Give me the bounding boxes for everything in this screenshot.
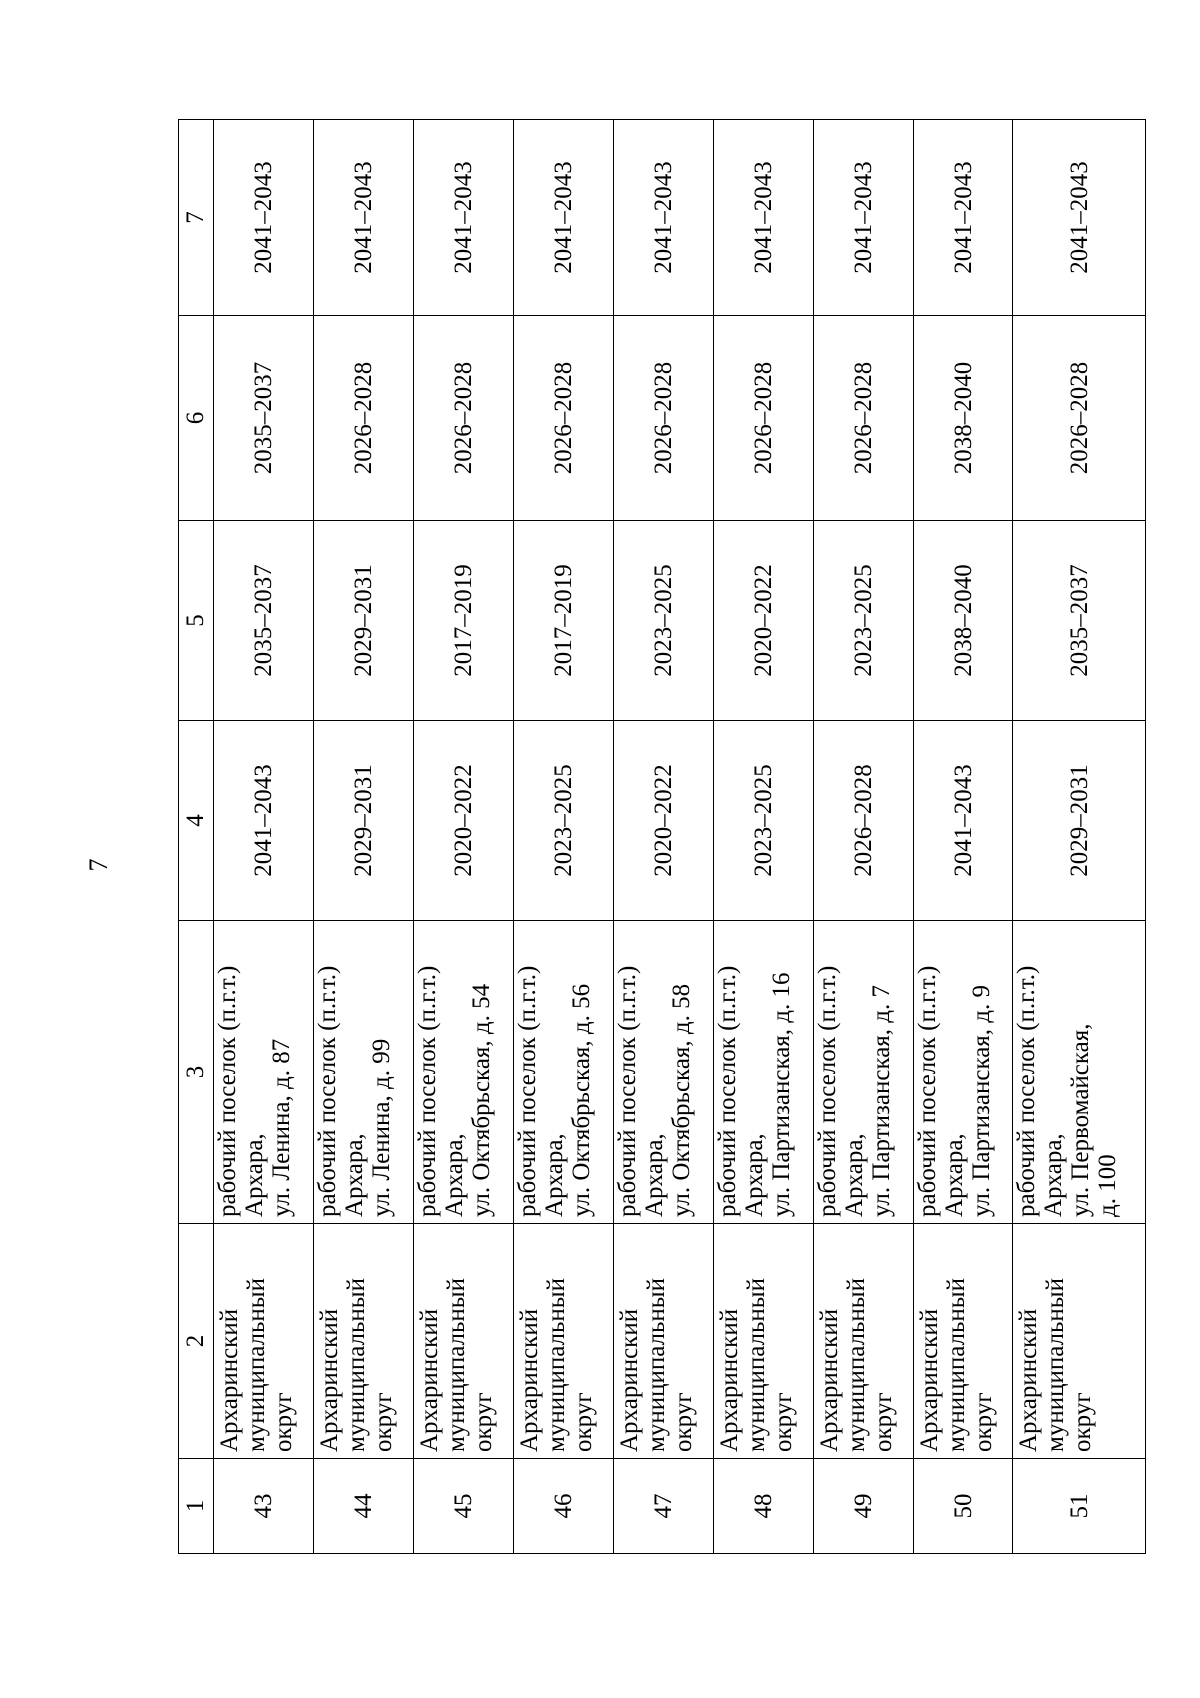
header-cell-4: 4 [179,721,214,921]
address-cell [213,921,313,1224]
row-number-cell: 49 [813,1459,913,1554]
table-row [913,120,1013,1554]
period-cell-4: 2023–2025 [513,721,613,921]
district-line: муниципальный [442,1278,470,1452]
district-cell [913,1224,1013,1459]
address-line: Архара, [640,1133,668,1217]
header-cell-6: 6 [179,316,214,521]
district-cell [813,1224,913,1459]
address-line: рабочий поселок (п.г.т.) [1013,965,1041,1217]
district-line: округ [1069,1392,1097,1452]
address-cell [513,921,613,1224]
district-line: муниципальный [642,1278,670,1452]
period-cell-4: 2020–2022 [413,721,513,921]
address-line: ул. Партизанская, д. 9 [967,984,995,1217]
district-cell [1013,1224,1146,1459]
district-line: Архаринский [815,1308,843,1452]
district-line: муниципальный [242,1278,270,1452]
row-number-cell: 51 [1013,1459,1146,1554]
row-number-cell: 47 [613,1459,713,1554]
district-cell [613,1224,713,1459]
period-cell-7: 2041–2043 [913,120,1013,316]
address-line: ул. Первомайская, [1067,1023,1095,1217]
address-line: Архара, [940,1133,968,1217]
period-cell-6: 2035–2037 [213,316,313,521]
table-container [178,120,1146,1554]
district-line: муниципальный [342,1278,370,1452]
district-line: Архаринский [415,1308,443,1452]
address-line: д. 100 [1094,1154,1122,1217]
period-cell-6: 2026–2028 [713,316,813,521]
address-line: рабочий поселок (п.г.т.) [813,965,841,1217]
address-cell [813,921,913,1224]
address-cell [1013,921,1146,1224]
address-line: ул. Октябрьская, д. 54 [467,983,495,1217]
period-cell-5: 2017–2019 [513,521,613,721]
district-line: округ [769,1392,797,1452]
address-line: Архара, [1040,1133,1068,1217]
address-line: ул. Октябрьская, д. 56 [567,983,595,1217]
table-row [513,120,613,1554]
period-cell-6: 2026–2028 [313,316,413,521]
row-number-cell: 44 [313,1459,413,1554]
address-line: рабочий поселок (п.г.т.) [513,965,541,1217]
address-cell [713,921,813,1224]
period-cell-4: 2020–2022 [613,721,713,921]
district-line: муниципальный [542,1278,570,1452]
row-number-cell: 45 [413,1459,513,1554]
district-line: Архаринский [515,1308,543,1452]
address-line: Архара, [740,1133,768,1217]
table-row [213,120,313,1554]
period-cell-7: 2041–2043 [713,120,813,316]
address-line: рабочий поселок (п.г.т.) [713,965,741,1217]
address-line: рабочий поселок (п.г.т.) [413,965,441,1217]
period-cell-5: 2035–2037 [1013,521,1146,721]
period-cell-4: 2029–2031 [1013,721,1146,921]
row-number-cell: 50 [913,1459,1013,1554]
address-line: Архара, [440,1133,468,1217]
schedule-table [178,119,1146,1554]
district-line: муниципальный [1042,1278,1070,1452]
table-row [1013,120,1146,1554]
period-cell-5: 2029–2031 [313,521,413,721]
district-line: Архаринский [915,1308,943,1452]
address-cell [413,921,513,1224]
period-cell-6: 2026–2028 [413,316,513,521]
period-cell-5: 2023–2025 [613,521,713,721]
period-cell-7: 2041–2043 [213,120,313,316]
header-cell-5: 5 [179,521,214,721]
period-cell-7: 2041–2043 [413,120,513,316]
address-cell [913,921,1013,1224]
table-row [313,120,413,1554]
table-row [713,120,813,1554]
address-line: Архара, [840,1133,868,1217]
district-cell [313,1224,413,1459]
row-number-cell: 43 [213,1459,313,1554]
district-line: муниципальный [842,1278,870,1452]
address-line: рабочий поселок (п.г.т.) [613,965,641,1217]
period-cell-5: 2038–2040 [913,521,1013,721]
address-line: ул. Партизанская, д. 16 [767,972,795,1217]
address-line: ул. Ленина, д. 87 [267,1038,295,1217]
address-line: Архара, [340,1133,368,1217]
district-line: округ [369,1392,397,1452]
period-cell-5: 2017–2019 [413,521,513,721]
district-cell [713,1224,813,1459]
period-cell-4: 2026–2028 [813,721,913,921]
district-line: округ [569,1392,597,1452]
district-line: муниципальный [742,1278,770,1452]
header-cell-1: 1 [179,1459,214,1554]
district-line: округ [669,1392,697,1452]
address-line: ул. Партизанская, д. 7 [867,984,895,1217]
header-cell-3: 3 [179,921,214,1224]
table-row [613,120,713,1554]
period-cell-4: 2041–2043 [213,721,313,921]
period-cell-5: 2035–2037 [213,521,313,721]
row-number-cell: 46 [513,1459,613,1554]
period-cell-7: 2041–2043 [1013,120,1146,316]
page-number: 7 [84,858,113,872]
table-row [813,120,913,1554]
period-cell-5: 2023–2025 [813,521,913,721]
table-row [413,120,513,1554]
header-cell-7: 7 [179,120,214,316]
address-line: ул. Октябрьская, д. 58 [667,983,695,1217]
district-line: муниципальный [942,1278,970,1452]
header-cell-2: 2 [179,1224,214,1459]
period-cell-6: 2038–2040 [913,316,1013,521]
header-row [179,120,214,1554]
district-line: округ [869,1392,897,1452]
period-cell-6: 2026–2028 [813,316,913,521]
address-line: ул. Ленина, д. 99 [367,1038,395,1217]
period-cell-7: 2041–2043 [513,120,613,316]
district-line: Архаринский [315,1308,343,1452]
district-cell [513,1224,613,1459]
district-cell [213,1224,313,1459]
address-line: рабочий поселок (п.г.т.) [913,965,941,1217]
district-line: округ [969,1392,997,1452]
district-line: Архаринский [1015,1308,1043,1452]
address-cell [313,921,413,1224]
period-cell-6: 2026–2028 [513,316,613,521]
address-line: рабочий поселок (п.г.т.) [313,965,341,1217]
period-cell-6: 2026–2028 [613,316,713,521]
district-cell [413,1224,513,1459]
district-line: Архаринский [715,1308,743,1452]
period-cell-7: 2041–2043 [813,120,913,316]
district-line: округ [269,1392,297,1452]
address-line: рабочий поселок (п.г.т.) [213,965,241,1217]
row-number-cell: 48 [713,1459,813,1554]
district-line: Архаринский [215,1308,243,1452]
district-line: округ [469,1392,497,1452]
period-cell-7: 2041–2043 [613,120,713,316]
address-line: Архара, [540,1133,568,1217]
table-body [179,120,1146,1554]
address-cell [613,921,713,1224]
address-line: Архара, [240,1133,268,1217]
period-cell-5: 2020–2022 [713,521,813,721]
period-cell-4: 2029–2031 [313,721,413,921]
period-cell-7: 2041–2043 [313,120,413,316]
period-cell-4: 2023–2025 [713,721,813,921]
period-cell-4: 2041–2043 [913,721,1013,921]
period-cell-6: 2026–2028 [1013,316,1146,521]
district-line: Архаринский [615,1308,643,1452]
